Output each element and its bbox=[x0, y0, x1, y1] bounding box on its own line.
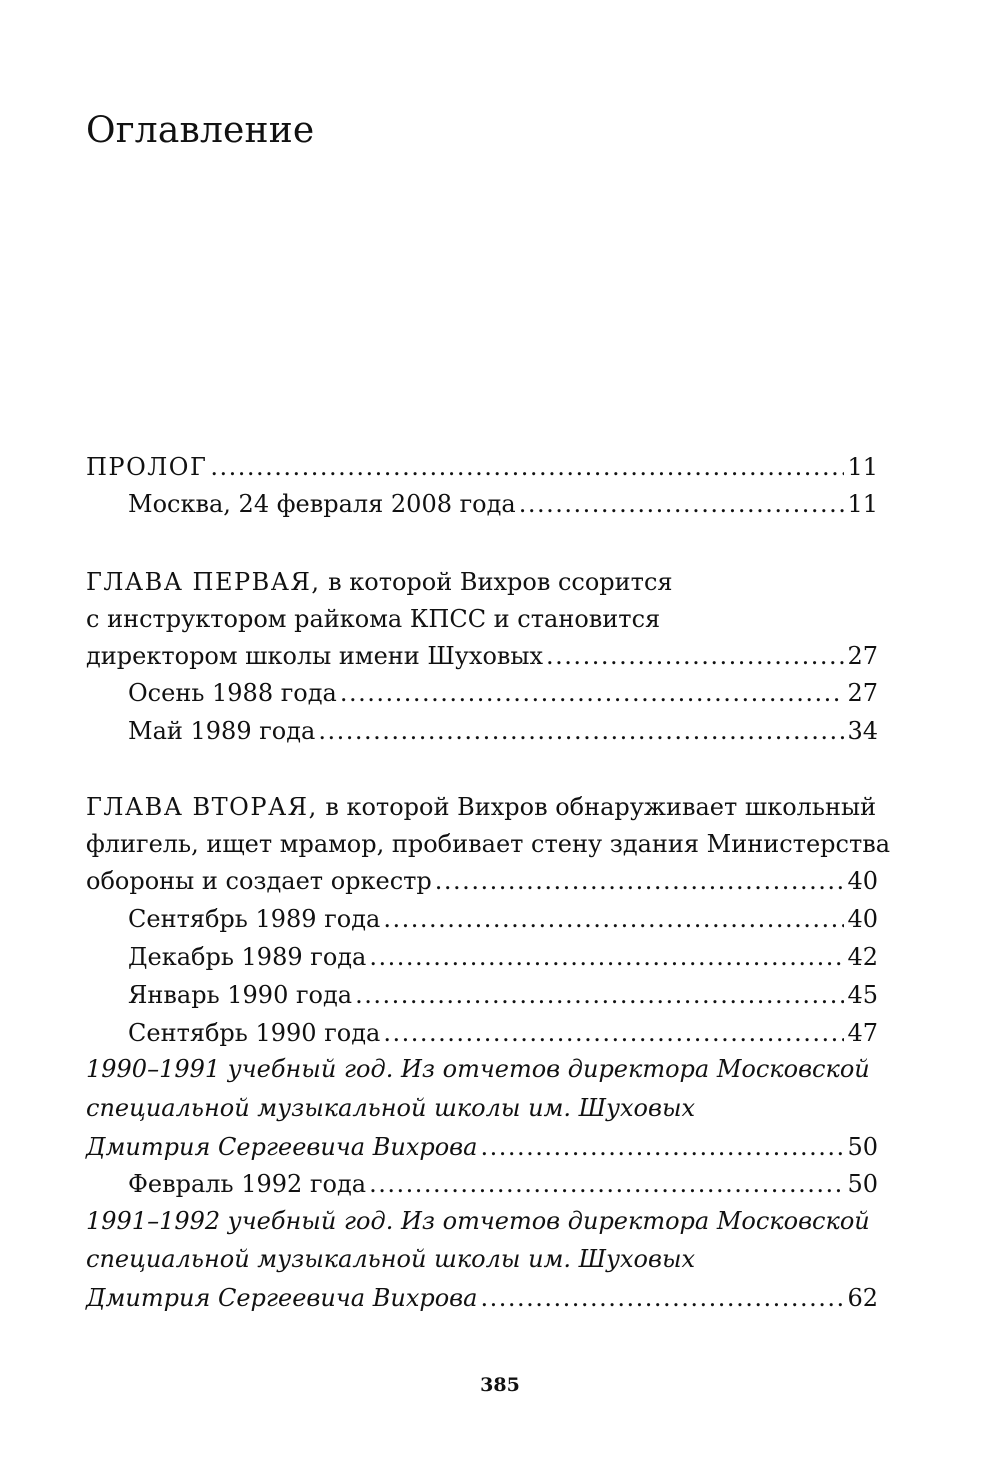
toc-page-number: 11 bbox=[847, 490, 878, 518]
toc-entry-section[interactable] bbox=[128, 713, 878, 749]
chapter-caps-title: ГЛАВА ВТОРАЯ, bbox=[86, 793, 318, 821]
toc-entry-label: Сентябрь 1989 года bbox=[128, 905, 381, 933]
toc-page-number: 34 bbox=[847, 717, 878, 745]
toc-page-number: 50 bbox=[847, 1170, 878, 1198]
chapter-description: обороны и создает оркестр bbox=[86, 867, 432, 895]
chapter-description: директором школы имени Шуховых bbox=[86, 642, 544, 670]
toc-entry-section[interactable] bbox=[128, 1166, 878, 1202]
toc-entry-prologue[interactable] bbox=[86, 449, 878, 485]
toc-entry-section[interactable] bbox=[128, 939, 878, 975]
toc-page-number: 47 bbox=[847, 1019, 878, 1047]
toc-entry-label: Январь 1990 года bbox=[128, 981, 353, 1009]
toc-entry-chapter1-line2[interactable] bbox=[86, 601, 878, 637]
dot-leader bbox=[210, 449, 844, 485]
toc-entry-report1-line3[interactable] bbox=[86, 1129, 878, 1165]
dot-leader bbox=[435, 863, 845, 899]
toc-entry-chapter1-line3[interactable] bbox=[86, 638, 878, 674]
toc-entry-label: Сентябрь 1990 года bbox=[128, 1019, 381, 1047]
dot-leader bbox=[355, 977, 844, 1013]
page-number-footer: 385 bbox=[480, 1374, 520, 1396]
toc-page-number: 27 bbox=[847, 642, 878, 670]
dot-leader bbox=[546, 638, 844, 674]
report-description: специальной музыкальной школы им. Шуховых bbox=[86, 1094, 696, 1122]
toc-entry-section[interactable] bbox=[128, 1015, 878, 1051]
toc-page-number: 45 bbox=[847, 981, 878, 1009]
toc-entry-report1-line1[interactable] bbox=[86, 1051, 878, 1087]
dot-leader bbox=[340, 675, 845, 711]
chapter-description: с инструктором райкома КПСС и становится bbox=[86, 605, 661, 633]
report-description: 1990–1991 учебный год. Из отчетов директора Московской bbox=[86, 1055, 870, 1083]
toc-entry-report2-line1[interactable] bbox=[86, 1203, 878, 1239]
toc-page-number: 40 bbox=[847, 867, 878, 895]
toc-entry-chapter1-line1[interactable] bbox=[86, 564, 878, 600]
toc-entry-title: ПРОЛОГ bbox=[86, 453, 208, 481]
toc-page-number: 42 bbox=[847, 943, 878, 971]
report-description: специальной музыкальной школы им. Шуховых bbox=[86, 1245, 696, 1273]
toc-entry-section[interactable] bbox=[128, 901, 878, 937]
report-description: Дмитрия Сергеевича Вихрова bbox=[86, 1133, 478, 1161]
chapter-description: в которой Вихров ссорится bbox=[320, 568, 673, 596]
toc-entry-label: Февраль 1992 года bbox=[128, 1170, 367, 1198]
page-title: Оглавление bbox=[86, 110, 315, 151]
toc-entry-chapter2-line1[interactable] bbox=[86, 789, 878, 825]
toc-page-number: 27 bbox=[847, 679, 878, 707]
toc-entry-report2-line3[interactable] bbox=[86, 1280, 878, 1316]
toc-page-number: 62 bbox=[847, 1284, 878, 1312]
toc-page-number: 50 bbox=[847, 1133, 878, 1161]
toc-entry-section[interactable] bbox=[128, 486, 878, 522]
toc-page-number: 11 bbox=[847, 453, 878, 481]
dot-leader bbox=[318, 713, 844, 749]
toc-entry-label: Осень 1988 года bbox=[128, 679, 337, 707]
toc-entry-label: Москва, 24 февраля 2008 года bbox=[128, 490, 516, 518]
toc-page-number: 40 bbox=[847, 905, 878, 933]
report-description: 1991–1992 учебный год. Из отчетов директора Московской bbox=[86, 1207, 870, 1235]
report-description: Дмитрия Сергеевича Вихрова bbox=[86, 1284, 478, 1312]
toc-entry-label: Май 1989 года bbox=[128, 717, 316, 745]
toc-entry-section[interactable] bbox=[128, 675, 878, 711]
dot-leader bbox=[369, 939, 844, 975]
toc-entry-label: Декабрь 1989 года bbox=[128, 943, 367, 971]
toc-entry-section[interactable] bbox=[128, 977, 878, 1013]
dot-leader bbox=[383, 901, 844, 937]
dot-leader bbox=[383, 1015, 844, 1051]
toc-entry-chapter2-line2[interactable] bbox=[86, 826, 891, 862]
dot-leader bbox=[480, 1280, 844, 1316]
dot-leader bbox=[480, 1129, 844, 1165]
chapter-description: флигель, ищет мрамор, пробивает стену здания Министерства bbox=[86, 830, 891, 858]
chapter-description: в которой Вихров обнаруживает школьный bbox=[317, 793, 877, 821]
chapter-caps-title: ГЛАВА ПЕРВАЯ, bbox=[86, 568, 321, 596]
dot-leader bbox=[519, 486, 845, 522]
toc-entry-chapter2-line3[interactable] bbox=[86, 863, 878, 899]
dot-leader bbox=[369, 1166, 844, 1202]
toc-entry-report2-line2[interactable] bbox=[86, 1241, 878, 1277]
toc-entry-report1-line2[interactable] bbox=[86, 1090, 878, 1126]
